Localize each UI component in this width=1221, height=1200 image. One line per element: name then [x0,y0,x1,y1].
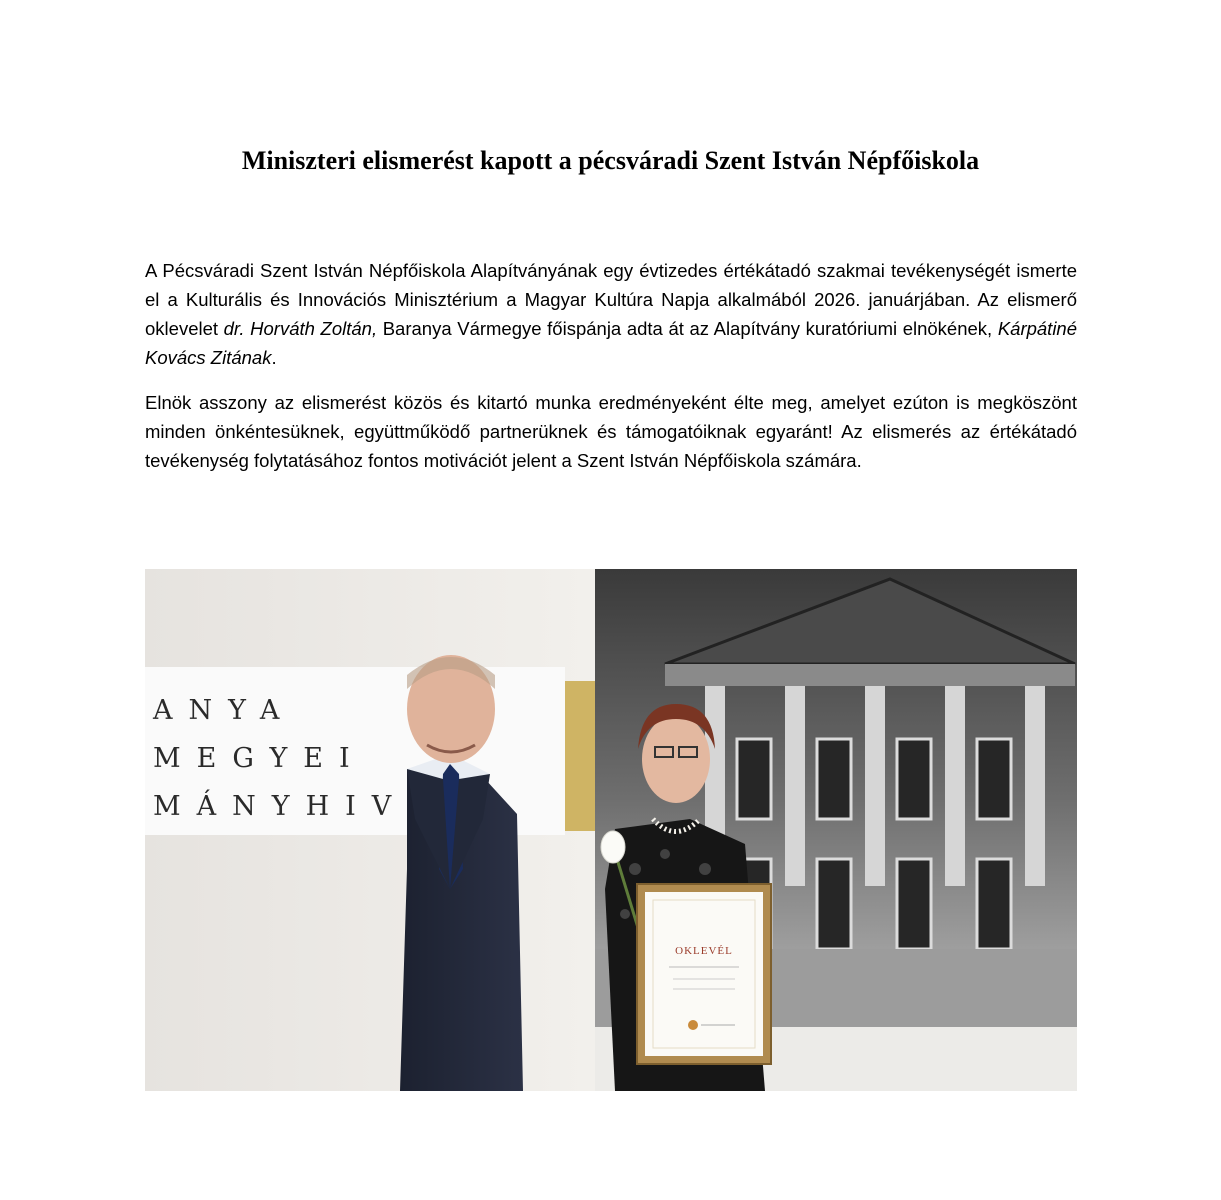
building-cornice [665,664,1075,686]
paragraph-1-text-a: A Pécsváradi Szent István Népfőiskola Alapítványának egy évtizedes értékátadó szakmai tevékenységét ismerte el a Kulturális és Innovációs Minisztérium a Magyar Kultúra Napja alkalmából 2026. januárjában. Az elismerő oklevelet [145,260,1077,339]
article-title: Miniszteri elismerést kapott a pécsváradi Szent István Népfőiskola [241,146,980,175]
wall-text-line-3: MÁNYHIV [153,791,408,822]
award-photo [145,569,1077,1091]
paragraph-1 [145,256,1077,372]
paragraph-1-text-c: . [271,347,277,368]
name-horvath: dr. Horváth Zoltán, [223,318,378,339]
certificate-title: OKLEVÉL [675,945,733,957]
name-karpatine: Kárpátiné Kovács Zitának [145,318,1078,368]
wall-text-line-1: ANYA [153,695,296,726]
paragraph-1-text-b: Baranya Vármegye főispánja adta át az Alapítvány kuratóriumi elnökének, [377,318,998,339]
article-body [145,256,1077,491]
paragraph-2: Elnök asszony az elismerést közös és kitartó munka eredményeként élte meg, amelyet ezúton is megköszönt minden önkéntesüknek, együttműködő partnerüknek és támogatóiknak egyaránt! Az elismerés az értékátadó tevékenység folytatásához fontos motivációt jelent a Szent István Népfőiskola számára. [145,392,1077,471]
wall-text-line-2: MEGYEI [153,743,366,774]
certificate-frame [637,884,771,1064]
award-photo-illustration [145,569,1077,1091]
